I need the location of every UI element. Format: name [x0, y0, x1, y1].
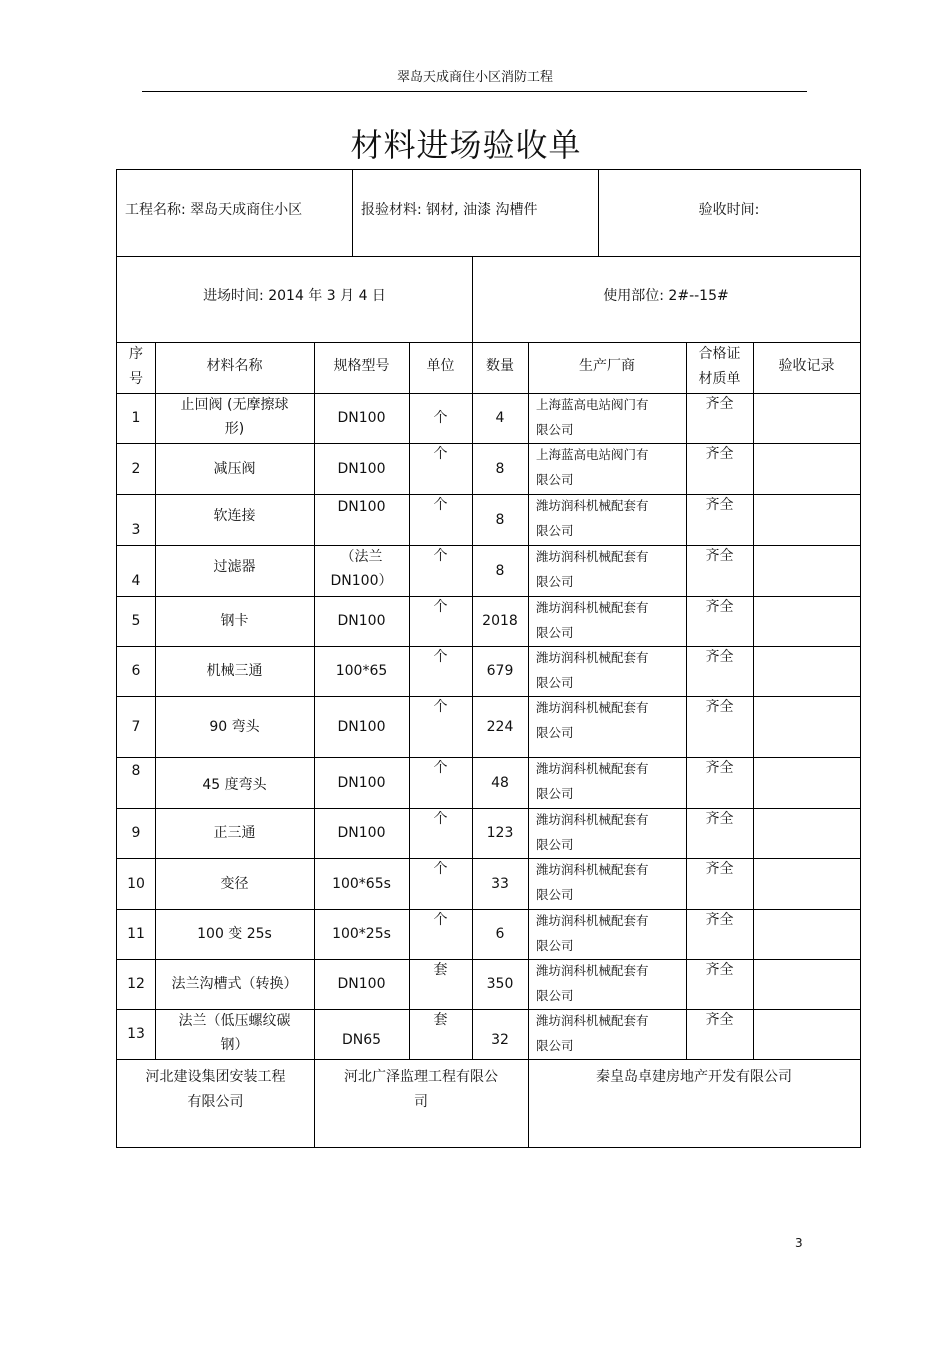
column-divider	[155, 342, 156, 1059]
cell-cert: 齐全	[705, 912, 734, 928]
header-name: 材料名称	[206, 358, 263, 374]
cell-seq: 4	[131, 573, 141, 589]
cell-maker-cont: 限公司	[536, 837, 574, 852]
cell-maker: 潍坊润科机械配套有	[536, 963, 649, 978]
cell-spec: DN100	[337, 613, 386, 629]
installer-line2: 有限公司	[187, 1094, 244, 1110]
cell-maker: 潍坊润科机械配套有	[536, 600, 649, 615]
header-cert-line1: 合格证	[698, 346, 741, 362]
cell-name: 变径	[220, 876, 249, 892]
cell-maker: 上海蓝高电站阀门有	[536, 397, 649, 412]
cell-spec: DN100	[337, 461, 386, 477]
cell-maker: 潍坊润科机械配套有	[536, 761, 649, 776]
row-divider	[117, 494, 860, 495]
column-divider	[686, 342, 687, 1059]
cell-seq: 6	[131, 663, 141, 679]
cell-name: 90 弯头	[209, 719, 260, 735]
row-divider	[117, 696, 860, 697]
cell-name-cont: 形)	[224, 421, 245, 437]
cell-name: 减压阀	[213, 461, 256, 477]
cell-spec: 100*65	[335, 663, 388, 679]
cell-seq: 10	[127, 876, 145, 892]
cell-maker-cont: 限公司	[536, 725, 574, 740]
column-divider	[753, 342, 754, 1059]
cell-maker-cont: 限公司	[536, 422, 574, 437]
cell-qty: 679	[486, 663, 514, 679]
header-seq-line2: 号	[129, 371, 143, 387]
cell-maker-cont: 限公司	[536, 786, 574, 801]
cell-cert: 齐全	[705, 1012, 734, 1028]
cell-seq: 12	[127, 976, 145, 992]
cell-seq: 3	[131, 522, 141, 538]
cell-qty: 8	[495, 461, 505, 477]
header-maker: 生产厂商	[579, 358, 635, 374]
cell-cert: 齐全	[705, 861, 734, 877]
column-divider	[528, 342, 529, 1059]
cell-qty: 32	[491, 1032, 509, 1048]
row-divider	[117, 757, 860, 758]
cell-cert: 齐全	[705, 699, 734, 715]
cell-name: 机械三通	[206, 663, 263, 679]
cell-name: 法兰沟槽式（转换）	[171, 976, 298, 992]
row-divider	[117, 808, 860, 809]
cell-unit: 个	[433, 446, 448, 462]
cell-qty: 123	[486, 825, 514, 841]
row-divider	[117, 959, 860, 960]
installer-line1: 河北建设集团安装工程	[145, 1069, 286, 1085]
cell-spec: DN100	[337, 775, 386, 791]
cell-spec: 100*65s	[332, 876, 391, 892]
cell-qty: 33	[491, 876, 509, 892]
cell-name: 正三通	[213, 825, 256, 841]
cell-name: 止回阀 (无摩擦球	[180, 397, 289, 413]
cell-spec: DN100	[337, 410, 386, 426]
cell-maker-cont: 限公司	[536, 625, 574, 640]
cell-maker: 潍坊润科机械配套有	[536, 650, 649, 665]
running-header: 翠岛天成商住小区消防工程	[396, 70, 553, 85]
cell-qty: 4	[495, 410, 505, 426]
column-divider	[472, 342, 473, 1059]
cell-maker-cont: 限公司	[536, 574, 574, 589]
cell-spec: 100*25s	[332, 926, 391, 942]
cell-seq: 9	[131, 825, 141, 841]
header-cert-line2: 材质单	[698, 371, 741, 387]
cell-maker: 潍坊润科机械配套有	[536, 812, 649, 827]
cell-maker-cont: 限公司	[536, 675, 574, 690]
cell-cert: 齐全	[705, 760, 734, 776]
cell-qty: 6	[495, 926, 505, 942]
column-divider	[352, 170, 353, 256]
row-divider	[117, 858, 860, 859]
project-name-field: 工程名称: 翠岛天成商住小区	[125, 202, 303, 218]
cell-unit: 个	[433, 599, 448, 615]
cell-unit: 个	[433, 497, 448, 513]
table-header-top	[117, 342, 860, 343]
cell-unit: 个	[433, 699, 448, 715]
cell-maker-cont: 限公司	[536, 988, 574, 1003]
cell-unit: 个	[433, 548, 448, 564]
header-record: 验收记录	[778, 358, 835, 374]
cell-qty: 224	[486, 719, 514, 735]
cell-maker: 潍坊润科机械配套有	[536, 913, 649, 928]
cell-maker: 潍坊润科机械配套有	[536, 1013, 649, 1028]
header-seq	[117, 342, 155, 392]
cell-seq: 8	[131, 763, 141, 779]
cell-maker: 潍坊润科机械配套有	[536, 549, 649, 564]
cell-qty: 8	[495, 563, 505, 579]
cell-spec: DN100	[337, 499, 386, 515]
signature-divider	[528, 1059, 529, 1147]
cell-spec: （法兰	[340, 549, 383, 565]
cell-unit: 个	[433, 912, 448, 928]
cell-qty: 8	[495, 512, 505, 528]
cell-maker-cont: 限公司	[536, 472, 574, 487]
cell-unit: 套	[433, 962, 448, 978]
row-divider	[117, 545, 860, 546]
row-divider	[117, 256, 860, 257]
column-divider	[314, 342, 315, 1059]
entry-time-field: 进场时间: 2014 年 3 月 4 日	[203, 288, 386, 304]
header-unit: 单位	[426, 358, 455, 374]
cell-spec: DN100	[337, 825, 386, 841]
cell-seq: 2	[131, 461, 141, 477]
cell-seq: 1	[131, 410, 141, 426]
cell-spec: DN65	[341, 1032, 382, 1048]
cell-name-cont: 钢）	[220, 1037, 249, 1053]
cell-name: 软连接	[213, 508, 256, 524]
header-spec: 规格型号	[333, 358, 390, 374]
cell-maker: 潍坊润科机械配套有	[536, 700, 649, 715]
column-divider	[409, 342, 410, 1059]
row-divider	[117, 646, 860, 647]
cell-name: 法兰（低压螺纹碳	[178, 1013, 291, 1029]
document-title: 材料进场验收单	[350, 126, 582, 164]
cell-cert: 齐全	[705, 811, 734, 827]
signature-divider	[314, 1059, 315, 1147]
cell-cert: 齐全	[705, 497, 734, 513]
cell-maker-cont: 限公司	[536, 523, 574, 538]
row-divider	[117, 1009, 860, 1010]
cell-spec: DN100	[337, 976, 386, 992]
signature-developer: 秦皇岛卓建房地产开发有限公司	[596, 1069, 792, 1085]
header-cert	[686, 342, 753, 392]
page-number: 3	[795, 1236, 803, 1250]
cell-maker-cont: 限公司	[536, 887, 574, 902]
row-divider	[117, 393, 860, 394]
usage-location-field: 使用部位: 2#--15#	[603, 288, 729, 304]
cell-maker: 潍坊润科机械配套有	[536, 862, 649, 877]
cell-cert: 齐全	[705, 962, 734, 978]
signature-supervisor	[314, 1065, 528, 1115]
cell-spec-cont: DN100）	[330, 573, 393, 589]
cell-name: 钢卡	[220, 613, 249, 629]
cell-cert: 齐全	[705, 599, 734, 615]
cell-qty: 350	[486, 976, 514, 992]
inspect-time-field: 验收时间:	[698, 202, 760, 218]
cell-cert: 齐全	[705, 446, 734, 462]
cell-unit: 个	[433, 410, 448, 426]
row-divider	[117, 443, 860, 444]
cell-unit: 套	[433, 1012, 448, 1028]
cell-unit: 个	[433, 861, 448, 877]
cell-cert: 齐全	[705, 649, 734, 665]
materials-field: 报验材料: 钢材, 油漆 沟槽件	[361, 202, 538, 218]
cell-qty: 48	[491, 775, 509, 791]
cell-unit: 个	[433, 760, 448, 776]
cell-qty: 2018	[482, 613, 518, 629]
cell-seq: 5	[131, 613, 141, 629]
supervisor-line1: 河北广泽监理工程有限公	[344, 1069, 498, 1085]
cell-name: 45 度弯头	[202, 777, 267, 793]
row-divider	[117, 1059, 860, 1060]
signature-installer	[117, 1065, 314, 1115]
cell-seq: 11	[127, 926, 145, 942]
cell-seq: 13	[127, 1026, 145, 1042]
cell-cert: 齐全	[705, 396, 734, 412]
acceptance-form	[116, 169, 861, 1148]
cell-maker-cont: 限公司	[536, 1038, 574, 1053]
cell-maker: 潍坊润科机械配套有	[536, 498, 649, 513]
row-divider	[117, 909, 860, 910]
cell-spec: DN100	[337, 719, 386, 735]
header-qty: 数量	[486, 358, 514, 374]
header-seq-line1: 序	[129, 346, 143, 362]
cell-unit: 个	[433, 649, 448, 665]
supervisor-line2: 司	[414, 1094, 428, 1110]
cell-name: 过滤器	[213, 559, 256, 575]
cell-cert: 齐全	[705, 548, 734, 564]
cell-unit: 个	[433, 811, 448, 827]
cell-name: 100 变 25s	[197, 926, 272, 942]
cell-maker-cont: 限公司	[536, 938, 574, 953]
header-rule	[142, 91, 807, 92]
row-divider	[117, 596, 860, 597]
cell-seq: 7	[131, 719, 141, 735]
cell-maker: 上海蓝高电站阀门有	[536, 447, 649, 462]
